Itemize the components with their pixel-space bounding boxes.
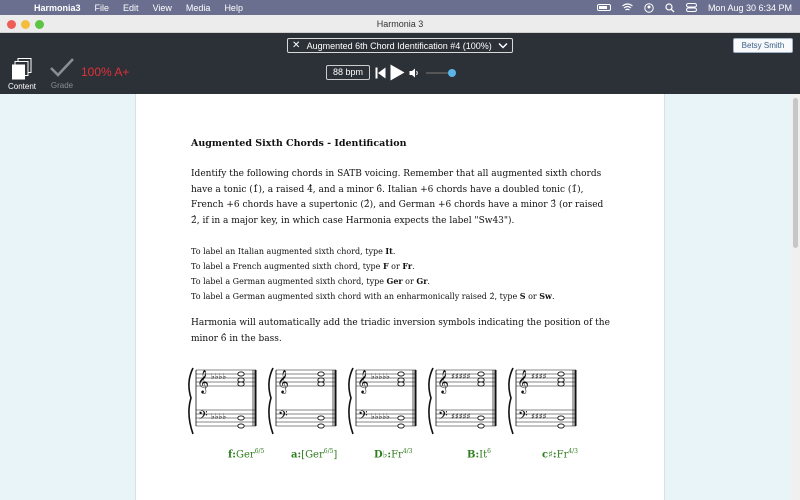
menu-app-name[interactable]: Harmonia3	[34, 2, 81, 13]
music-staves	[188, 362, 588, 442]
tempo-field[interactable]: 88 bpm	[326, 65, 370, 80]
chord-symbol: Fr	[391, 449, 403, 461]
assignment-title: Augmented 6th Chord Identification #4 (100%)	[306, 40, 492, 51]
notehead	[318, 372, 324, 376]
notehead	[398, 372, 404, 376]
chord-key: f:	[228, 449, 236, 461]
notehead	[238, 382, 244, 386]
key-signature: ♭♭♭♭	[211, 412, 227, 421]
treble-clef-icon: 𝄞	[517, 369, 529, 393]
chord-figure: 6/5	[323, 448, 334, 455]
menu-view[interactable]: View	[152, 2, 172, 13]
chord-label[interactable]	[374, 448, 412, 460]
skip-back-icon[interactable]	[375, 67, 386, 79]
volume-icon[interactable]	[409, 68, 420, 78]
notehead	[318, 416, 324, 420]
score-display: 100% A+	[81, 65, 130, 79]
grade-tool-label: Grade	[50, 81, 74, 90]
spotlight-search-icon[interactable]	[665, 3, 675, 13]
toolbar	[0, 33, 800, 94]
scrollbar-thumb[interactable]	[793, 98, 798, 248]
staff-brace	[269, 368, 273, 434]
outro-paragraph: Harmonia will automatically add the triadic inversion symbols indicating the position of the minor 6̂ in the bass.	[191, 318, 610, 344]
volume-slider-knob[interactable]	[448, 69, 456, 77]
key-signature: ♯♯♯♯♯	[451, 412, 471, 421]
intro-paragraph: Identify the following chords in SATB voicing. Remember that all augmented sixth chords have a tonic (1̂), a raised 4̂, and a minor 6̂. Italian +6 chords have a doubled tonic (1̂), French +6 chords have a supertonic (2̂), and German +6 chords have a minor 3̂ (or raised 2̂, if in a major key, in which case Harmonia expects the label "Sw43").	[191, 169, 604, 226]
notehead	[398, 416, 404, 420]
content-tool-label: Content	[7, 82, 37, 91]
main-area	[0, 94, 800, 500]
checkmark-icon	[49, 57, 75, 79]
staff-brace	[429, 368, 433, 434]
assignment-selector[interactable]	[287, 38, 513, 53]
rule-german-enharmonic: To label a German augmented sixth chord with an enharmonically raised 2̂, type S or Sw.	[191, 291, 555, 301]
chord-symbol: Ger	[236, 449, 255, 461]
menu-media[interactable]: Media	[185, 2, 211, 13]
chevron-down-icon	[498, 42, 508, 49]
bass-clef-icon: 𝄢	[518, 408, 528, 426]
menu-help[interactable]: Help	[224, 2, 243, 13]
treble-clef-icon: 𝄞	[277, 369, 289, 393]
final-barline-thick	[255, 370, 257, 426]
content-tool-button[interactable]	[5, 58, 39, 91]
control-center-icon[interactable]	[686, 3, 697, 12]
treble-clef-icon: 𝄞	[197, 369, 209, 393]
key-signature: ♭♭♭♭♭	[371, 412, 390, 421]
key-signature: ♯♯♯♯	[531, 412, 547, 421]
notehead	[478, 424, 484, 428]
notehead	[558, 382, 564, 386]
chord-key: c♯:	[542, 449, 557, 461]
user-status-icon[interactable]	[644, 3, 654, 13]
chord-symbol: Fr	[556, 449, 569, 461]
labeling-rules	[191, 244, 611, 304]
notehead	[238, 424, 244, 428]
key-signature: ♭♭♭♭♭	[371, 372, 390, 381]
key-signature: ♯♯♯♯	[531, 372, 547, 381]
grade-tool-button[interactable]	[47, 57, 77, 90]
close-assignment-icon[interactable]: ✕	[292, 40, 301, 51]
user-button[interactable]: Betsy Smith	[733, 38, 793, 53]
play-icon[interactable]	[390, 64, 405, 81]
chord-label[interactable]	[228, 448, 264, 460]
final-barline-thick	[495, 370, 497, 426]
chord-bracket: ]	[333, 449, 338, 461]
close-window-button[interactable]	[7, 20, 16, 29]
notehead	[238, 416, 244, 420]
content-page	[135, 94, 665, 500]
menu-file[interactable]: File	[94, 2, 110, 13]
notehead	[558, 424, 564, 428]
key-signature: ♭♭♭♭	[211, 372, 227, 381]
bass-clef-icon: 𝄢	[278, 408, 288, 426]
treble-clef-icon: 𝄞	[357, 369, 369, 393]
rule-french: To label a French augmented sixth chord, type F or Fr.	[191, 261, 415, 271]
chord-figure: 6/5	[254, 448, 265, 455]
wifi-icon[interactable]	[622, 3, 633, 12]
zoom-window-button[interactable]	[35, 20, 44, 29]
battery-icon[interactable]	[597, 4, 611, 11]
staff-brace	[189, 368, 193, 434]
content-stack-icon	[10, 58, 34, 80]
chord-key: D♭:	[374, 449, 392, 461]
chord-symbol: It	[479, 449, 488, 461]
final-barline-thick	[575, 370, 577, 426]
menubar-clock[interactable]: Mon Aug 30 6:34 PM	[707, 2, 792, 13]
chord-key: B:	[467, 449, 480, 461]
menu-edit[interactable]: Edit	[123, 2, 139, 13]
chord-figure: 6	[487, 448, 491, 455]
chord-label[interactable]	[467, 448, 491, 460]
key-signature: ♯♯♯♯♯	[451, 372, 471, 381]
document-title: Augmented Sixth Chords - Identification	[191, 138, 407, 149]
bass-clef-icon: 𝄢	[358, 408, 368, 426]
final-barline-thick	[415, 370, 417, 426]
final-barline-thick	[335, 370, 337, 426]
volume-slider[interactable]	[426, 72, 452, 74]
chord-symbol: [Ger	[301, 449, 324, 461]
notehead	[238, 372, 244, 376]
notehead	[398, 382, 404, 386]
scrollbar[interactable]	[791, 94, 800, 500]
window-title: Harmonia 3	[376, 19, 424, 29]
chord-label[interactable]	[542, 448, 578, 460]
bass-clef-icon: 𝄢	[438, 408, 448, 426]
staff-brace	[349, 368, 353, 434]
notehead	[558, 416, 564, 420]
staff-brace	[509, 368, 513, 434]
chord-label[interactable]	[291, 448, 337, 460]
chord-figure: 4/3	[402, 448, 413, 455]
notehead	[478, 372, 484, 376]
minimize-window-button[interactable]	[21, 20, 30, 29]
notehead	[478, 416, 484, 420]
notehead	[398, 424, 404, 428]
rule-italian: To label an Italian augmented sixth chord, type It.	[191, 246, 396, 256]
bass-clef-icon: 𝄢	[198, 408, 208, 426]
rule-german: To label a German augmented sixth chord, type Ger or Gr.	[191, 276, 430, 286]
notehead	[318, 382, 324, 386]
notehead	[478, 382, 484, 386]
menu-bar	[0, 0, 800, 15]
notehead	[318, 424, 324, 428]
notehead	[558, 372, 564, 376]
treble-clef-icon: 𝄞	[437, 369, 449, 393]
window-title-bar	[0, 15, 800, 33]
playback-controls	[375, 64, 452, 81]
chord-figure: 4/3	[568, 448, 578, 455]
chord-key: a:	[291, 449, 302, 461]
